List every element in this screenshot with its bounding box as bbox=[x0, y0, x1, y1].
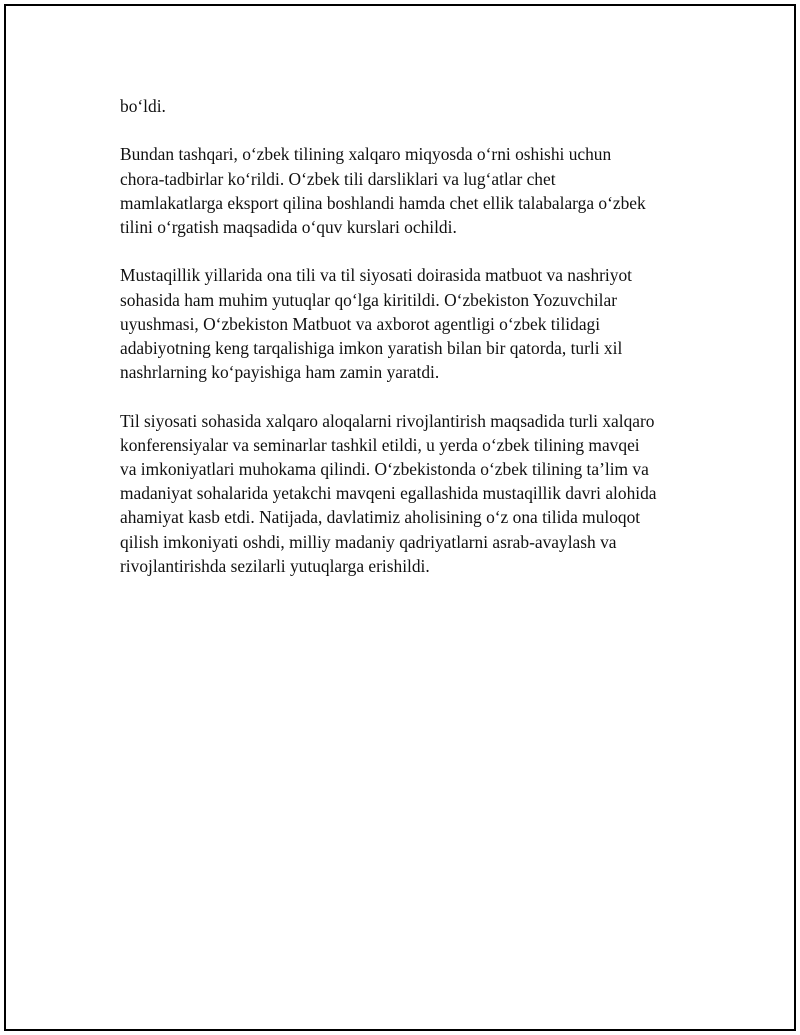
paragraph-3 bbox=[120, 263, 690, 384]
text-line: konferensiyalar va seminarlar tashkil etildi, u yerda o‘zbek tilining mavqei bbox=[120, 434, 640, 455]
paragraph-2 bbox=[120, 142, 690, 239]
document-page bbox=[4, 4, 796, 1031]
text-line: ahamiyat kasb etdi. Natijada, davlatimiz aholisining o‘z ona tilida muloqot bbox=[120, 507, 641, 528]
text-line: adabiyotning keng tarqalishiga imkon yaratish bilan bir qatorda, turli xil bbox=[120, 338, 623, 358]
text-line: tilini o‘rgatish maqsadida o‘quv kurslari ochildi. bbox=[120, 217, 457, 237]
text-line: madaniyat sohalarida yetakchi mavqeni egallashida mustaqillik davri alohida bbox=[120, 483, 657, 504]
text-line: chora-tadbirlar ko‘rildi. O‘zbek tili darsliklari va lug‘atlar chet bbox=[120, 168, 556, 189]
document-body bbox=[120, 94, 690, 602]
text-line: Bundan tashqari, o‘zbek tilining xalqaro miqyosda o‘rni oshishi uchun bbox=[120, 144, 612, 165]
text-line: mamlakatlarga eksport qilina boshlandi hamda chet ellik talabalarga o‘zbek bbox=[120, 192, 646, 213]
text-line: bo‘ldi. bbox=[120, 96, 166, 116]
text-line: Til siyosati sohasida xalqaro aloqalarni rivojlantirish maqsadida turli xalqaro bbox=[120, 410, 655, 431]
text-line: nashrlarning ko‘payishiga ham zamin yaratdi. bbox=[120, 362, 440, 383]
text-line: uyushmasi, O‘zbekiston Matbuot va axborot agentligi o‘zbek tilidagi bbox=[120, 313, 601, 334]
text-line: rivojlantirishda sezilarli yutuqlarga erishildi. bbox=[120, 555, 430, 576]
text-line: sohasida ham muhim yutuqlar qo‘lga kiritildi. O‘zbekiston Yozuvchilar bbox=[120, 289, 618, 310]
text-line: va imkoniyatlari muhokama qilindi. O‘zbekistonda o‘zbek tilining ta’lim va bbox=[120, 459, 649, 479]
paragraph-1 bbox=[120, 94, 690, 118]
text-line: Mustaqillik yillarida ona tili va til siyosati doirasida matbuot va nashriyot bbox=[120, 265, 632, 286]
text-line: qilish imkoniyati oshdi, milliy madaniy qadriyatlarni asrab-avaylash va bbox=[120, 531, 617, 552]
paragraph-4 bbox=[120, 409, 690, 578]
